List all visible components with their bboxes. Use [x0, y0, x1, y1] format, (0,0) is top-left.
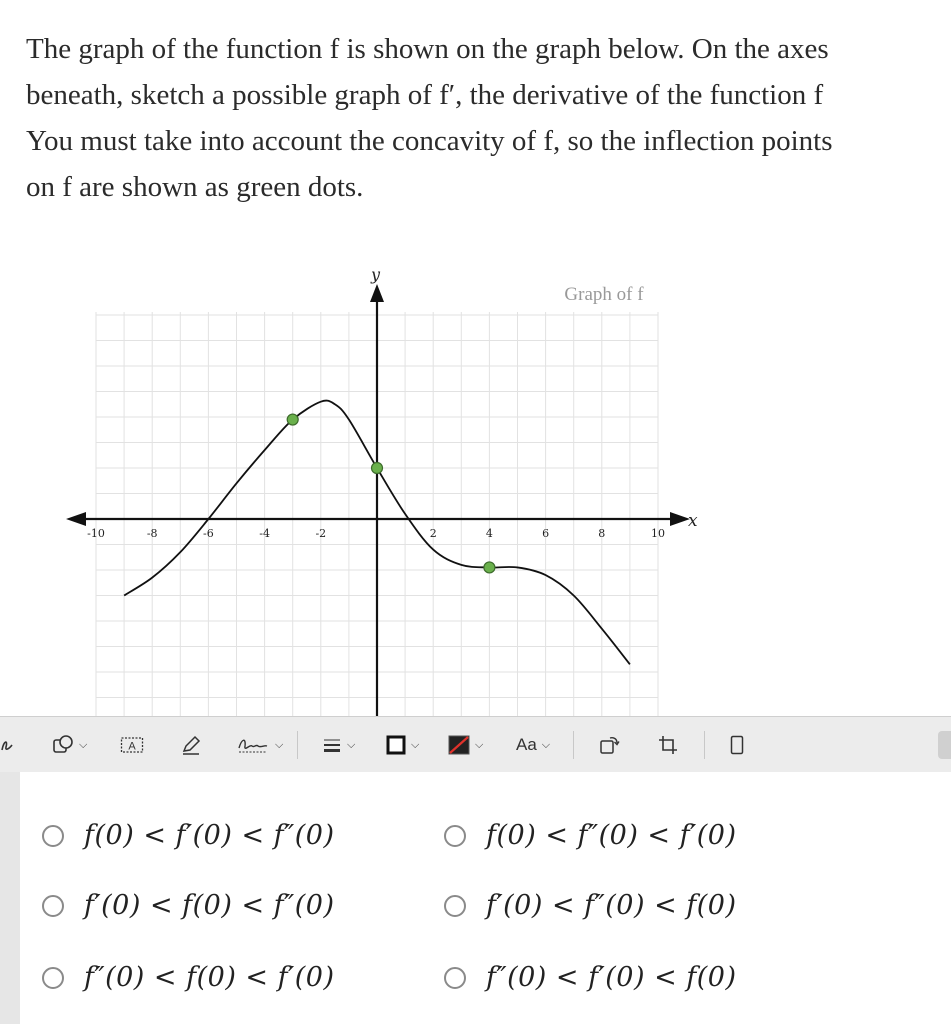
shapes-tool[interactable] — [52, 733, 87, 757]
option-4-label: f′(0) < f″(0) < f(0) — [486, 890, 737, 921]
chart-title: Graph of f — [564, 284, 644, 305]
line-weight-icon — [322, 736, 342, 754]
x-tick-label: -4 — [259, 527, 270, 540]
x-tick-label: -10 — [87, 527, 105, 540]
radio-button[interactable] — [42, 825, 64, 847]
inflection-point — [372, 463, 383, 474]
text-box-icon — [120, 736, 144, 754]
chevron-down-icon: ⌵ — [475, 738, 484, 751]
inflection-point — [484, 562, 495, 573]
radio-button[interactable] — [42, 895, 64, 917]
border-color-icon — [386, 735, 406, 755]
question-text — [26, 26, 951, 210]
x-axis-right-arrow — [670, 512, 690, 526]
fill-color-tool[interactable] — [448, 733, 483, 757]
option-1-label: f(0) < f′(0) < f″(0) — [84, 820, 335, 851]
chart-svg — [0, 250, 951, 720]
x-tick-label: 4 — [485, 527, 493, 540]
option-5-label: f″(0) < f(0) < f′(0) — [84, 962, 335, 993]
question-line-3: You must take into account the concavity of f, so the inflection points — [26, 125, 833, 157]
toolbar-divider — [297, 731, 298, 759]
y-axis-label: y — [371, 265, 381, 284]
option-4[interactable] — [444, 890, 737, 921]
y-axis-arrow — [370, 284, 384, 302]
option-5[interactable] — [42, 962, 335, 993]
option-1[interactable] — [42, 820, 335, 851]
chevron-down-icon: ⌵ — [347, 738, 356, 751]
markup-toolbar — [0, 716, 951, 774]
x-tick-label: 10 — [651, 527, 665, 540]
chevron-down-icon: ⌵ — [79, 738, 88, 751]
chevron-down-icon: ⌵ — [275, 738, 284, 751]
chart-axes — [66, 284, 690, 720]
chevron-down-icon: ⌵ — [411, 738, 420, 751]
highlight-tool[interactable] — [180, 733, 202, 757]
text-style-tool[interactable] — [516, 733, 550, 757]
option-3[interactable] — [42, 890, 335, 921]
x-tick-label: 2 — [429, 527, 437, 540]
toolbar-divider — [573, 731, 574, 759]
question-line-2: beneath, sketch a possible graph of f′, the derivative of the function f — [26, 79, 824, 111]
text-box-tool[interactable] — [120, 733, 144, 757]
x-axis-label: x — [688, 511, 698, 531]
border-color-tool[interactable] — [386, 733, 419, 757]
option-6-label: f″(0) < f′(0) < f(0) — [486, 962, 737, 993]
x-tick-label: -8 — [146, 527, 158, 540]
x-axis-left-arrow — [66, 512, 86, 526]
x-tick-label: 6 — [542, 527, 550, 540]
signature-icon — [236, 734, 270, 756]
graph-of-f — [0, 250, 951, 720]
x-tick-label: -2 — [315, 527, 327, 540]
option-2-label: f(0) < f″(0) < f′(0) — [486, 820, 737, 851]
svg-text:A: A — [128, 740, 136, 753]
option-3-label: f′(0) < f(0) < f″(0) — [84, 890, 335, 921]
page-icon — [730, 735, 744, 755]
option-2[interactable] — [444, 820, 737, 851]
x-tick-label: 8 — [598, 527, 606, 540]
rotate-tool[interactable] — [598, 733, 620, 757]
answer-choices — [20, 772, 951, 1024]
rotate-icon — [598, 734, 620, 756]
radio-button[interactable] — [444, 825, 466, 847]
crop-tool[interactable] — [658, 733, 678, 757]
toolbar-overflow-handle[interactable] — [938, 731, 951, 759]
left-gutter — [0, 772, 20, 1024]
sign-tool[interactable] — [236, 733, 283, 757]
x-tick-label: -6 — [203, 527, 214, 540]
question-line-4: on f are shown as green dots. — [26, 171, 364, 203]
pencil-icon — [180, 734, 202, 756]
radio-button[interactable] — [42, 967, 64, 989]
signature-scribble-icon — [0, 735, 14, 755]
question-line-1: The graph of the function f is shown on the graph below. On the axes — [26, 33, 829, 65]
radio-button[interactable] — [444, 967, 466, 989]
text-style-label: Aa — [516, 735, 537, 754]
fill-color-icon — [448, 735, 470, 755]
option-6[interactable] — [444, 962, 737, 993]
chevron-down-icon: ⌵ — [541, 738, 551, 751]
sketch-tool[interactable] — [0, 733, 14, 757]
crop-icon — [658, 735, 678, 755]
toolbar-divider — [704, 731, 705, 759]
line-style-tool[interactable] — [322, 733, 355, 757]
inflection-point — [287, 414, 298, 425]
page-tool[interactable] — [730, 733, 744, 757]
shapes-icon — [52, 734, 74, 756]
radio-button[interactable] — [444, 895, 466, 917]
